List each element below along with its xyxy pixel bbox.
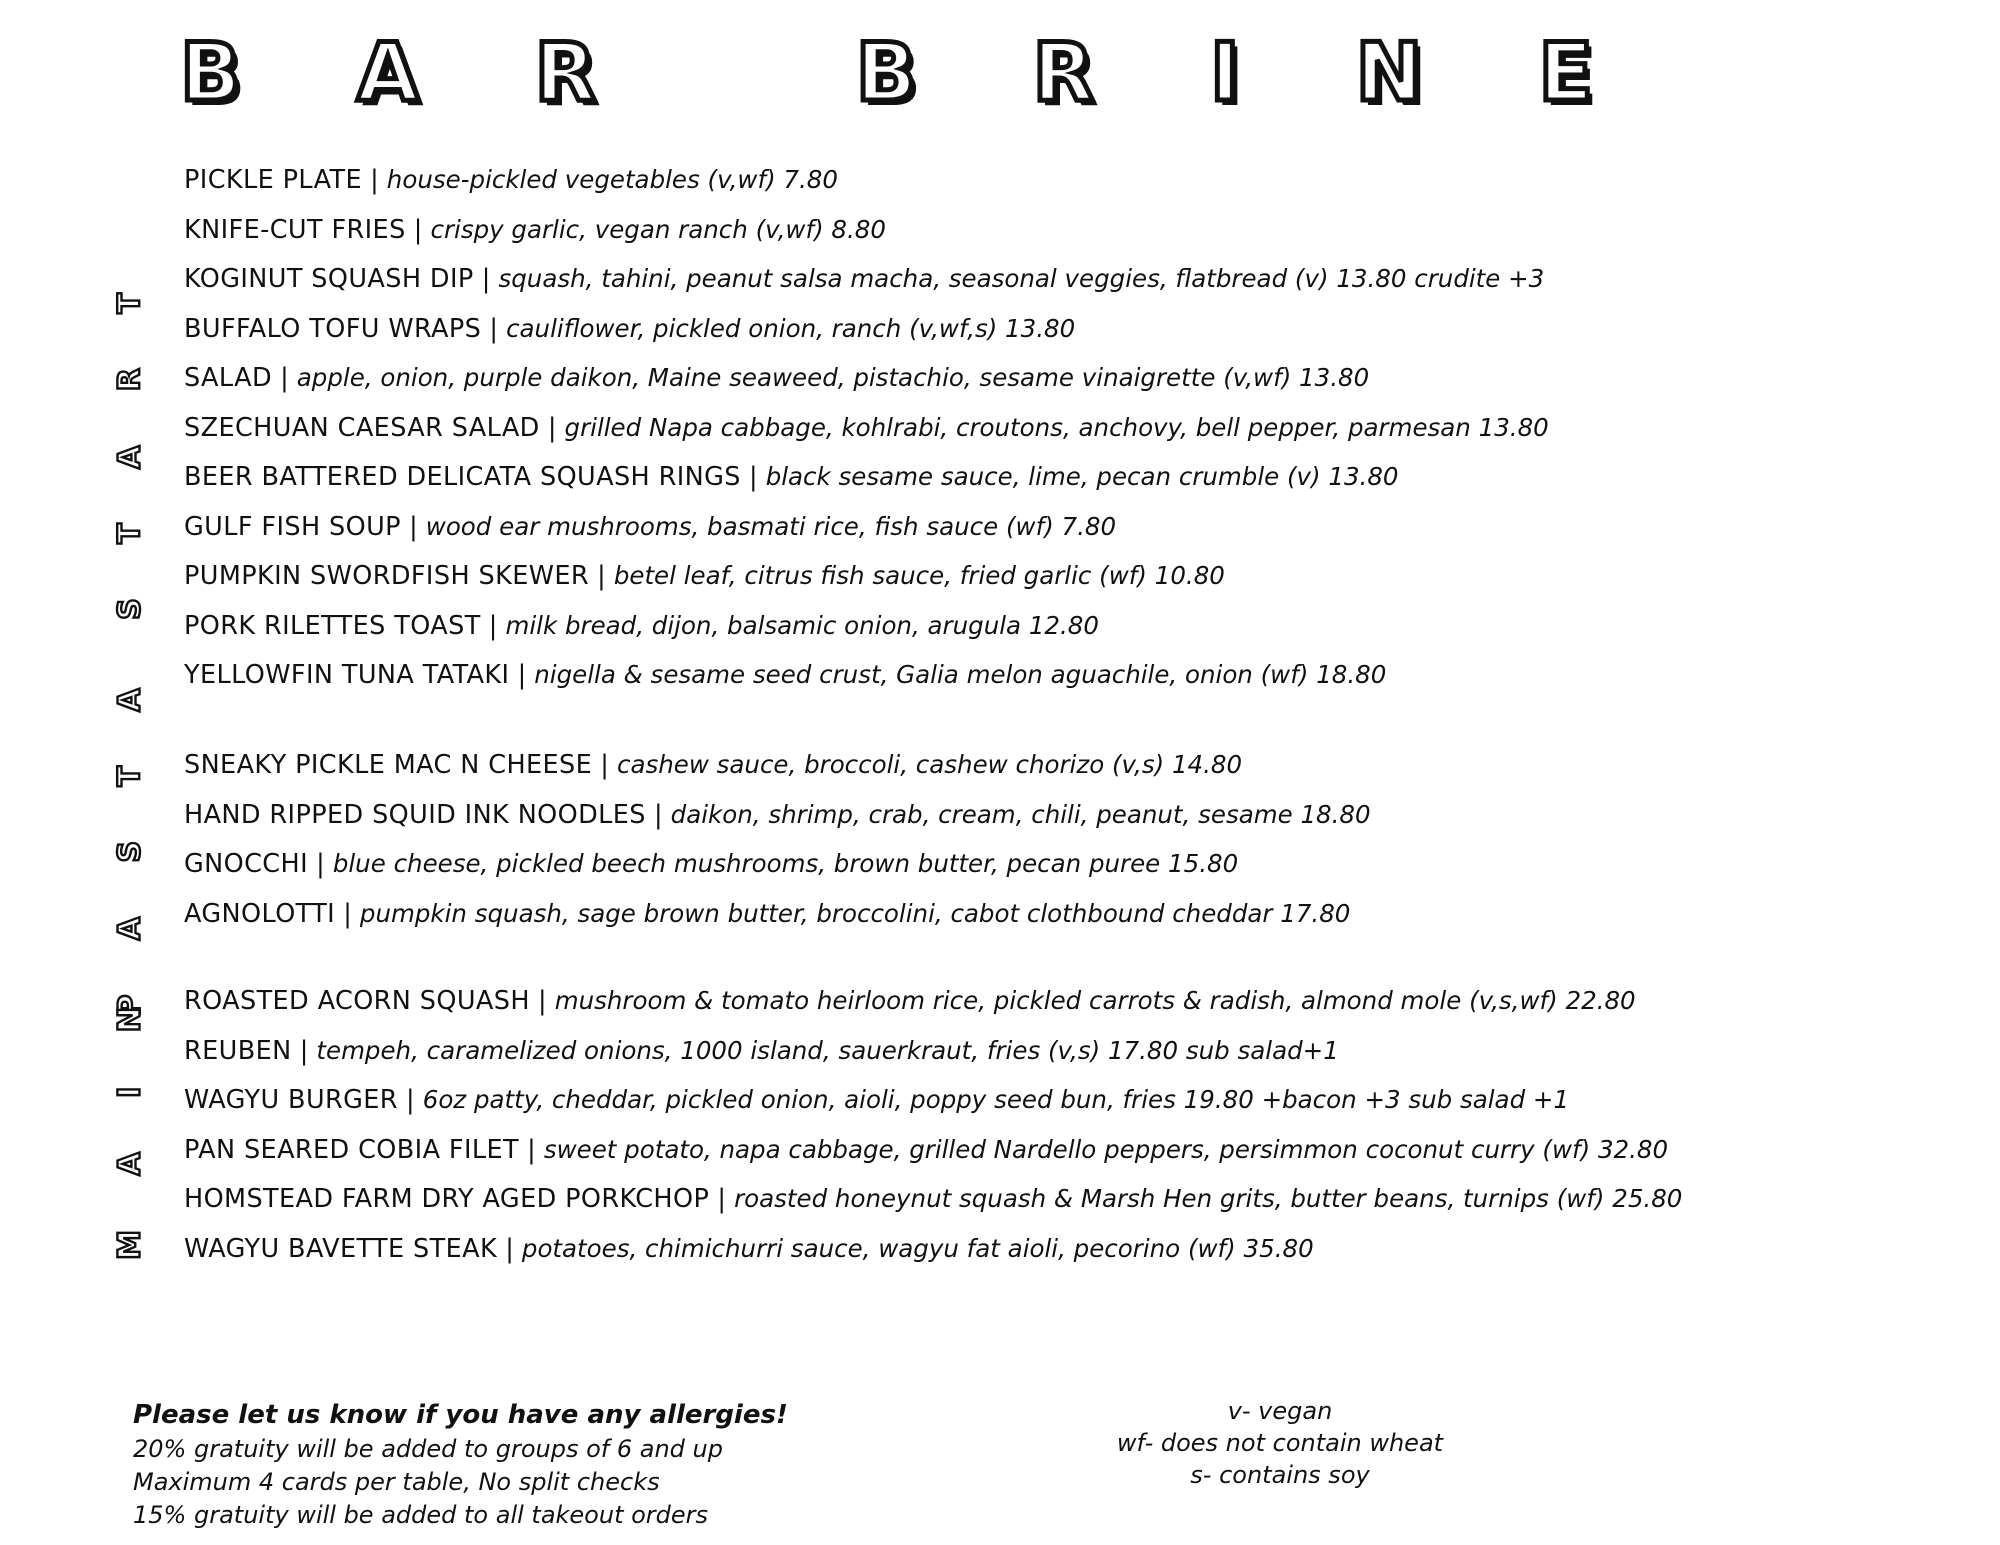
- item-name: BEER BATTERED DELICATA SQUASH RINGS: [184, 462, 741, 492]
- policy-line: 15% gratuity will be added to all takeout orders: [133, 1501, 709, 1529]
- section-label-pasta: P A S T A: [112, 666, 148, 1017]
- item-name: HOMSTEAD FARM DRY AGED PORKCHOP: [184, 1184, 710, 1214]
- menu-item: [184, 502, 1549, 552]
- item-name: AGNOLOTTI: [184, 898, 336, 929]
- item-description: crispy garlic, vegan ranch (v,wf) 8.80: [430, 214, 886, 244]
- item-description: 6oz patty, cheddar, pickled onion, aioli, poppy seed bun, fries 19.80 +bacon +3 sub salad +1: [422, 1085, 1570, 1114]
- item-description: nigella & sesame seed crust, Galia melon aguachile, onion (wf) 18.80: [534, 660, 1387, 689]
- footer-notes: [133, 1397, 788, 1532]
- item-description: cashew sauce, broccoli, cashew chorizo (v,s) 14.80: [616, 750, 1243, 779]
- menu-item: [184, 1174, 1682, 1224]
- item-name: WAGYU BAVETTE STEAK: [184, 1233, 498, 1264]
- menu-item: [184, 403, 1549, 453]
- item-description: betel leaf, citrus fish sauce, fried garlic (wf) 10.80: [613, 561, 1225, 590]
- item-description: black sesame sauce, lime, pecan crumble (v) 13.80: [765, 462, 1399, 491]
- legend-soy: s- contains soy: [1190, 1461, 1370, 1489]
- menu-item: [184, 155, 1549, 205]
- item-separator: |: [481, 264, 491, 294]
- item-separator: |: [653, 799, 663, 830]
- item-description: squash, tahini, peanut salsa macha, seasonal veggies, flatbread (v) 13.80 crudite +3: [498, 264, 1545, 293]
- item-name: YELLOWFIN TUNA TATAKI: [184, 660, 510, 690]
- item-name: WAGYU BURGER: [184, 1085, 398, 1115]
- item-name: HAND RIPPED SQUID INK NOODLES: [184, 799, 646, 830]
- item-name: REUBEN: [184, 1035, 292, 1066]
- menu-item: [184, 790, 1371, 840]
- item-description: house-pickled vegetables (v,wf) 7.80: [386, 165, 838, 194]
- item-description: grilled Napa cabbage, kohlrabi, croutons, anchovy, bell pepper, parmesan 13.80: [564, 412, 1549, 442]
- restaurant-title: B A R B R I N E: [180, 26, 1638, 119]
- item-description: sweet potato, napa cabbage, grilled Nardello peppers, persimmon coconut curry (wf) 32.80: [543, 1134, 1669, 1164]
- menu-item: [184, 1075, 1682, 1125]
- item-name: PORK RILETTES TOAST: [184, 610, 481, 641]
- item-description: cauliflower, pickled onion, ranch (v,wf,s) 13.80: [506, 313, 1076, 343]
- item-name: SNEAKY PICKLE MAC N CHEESE: [184, 750, 593, 780]
- menu-item: [184, 551, 1549, 601]
- menu-item: [184, 205, 1549, 255]
- item-name: SALAD: [184, 363, 272, 393]
- item-separator: |: [316, 849, 325, 879]
- item-name: GULF FISH SOUP: [184, 511, 401, 542]
- menu-item: [184, 254, 1549, 304]
- item-name: GNOCCHI: [184, 849, 309, 879]
- item-separator: |: [527, 1134, 536, 1165]
- item-separator: |: [299, 1035, 309, 1066]
- menu-item: [184, 1224, 1682, 1274]
- item-name: PUMPKIN SWORDFISH SKEWER: [184, 561, 589, 591]
- item-name: ROASTED ACORN SQUASH: [184, 986, 530, 1016]
- dietary-legend: [1080, 1395, 1480, 1491]
- legend-vegan: v- vegan: [1227, 1397, 1333, 1425]
- item-separator: |: [370, 165, 379, 195]
- item-separator: |: [488, 610, 498, 641]
- section-label-start: S T A R T: [112, 271, 148, 620]
- item-separator: |: [409, 511, 418, 542]
- item-description: tempeh, caramelized onions, 1000 island, sauerkraut, fries (v,s) 17.80 sub salad+1: [316, 1035, 1339, 1065]
- item-name: KNIFE-CUT FRIES: [184, 214, 406, 245]
- item-description: wood ear mushrooms, basmati rice, fish sauce (wf) 7.80: [425, 511, 1117, 541]
- item-name: BUFFALO TOFU WRAPS: [184, 313, 482, 344]
- item-description: daikon, shrimp, crab, cream, chili, peanut, sesame 18.80: [670, 799, 1371, 829]
- item-separator: |: [717, 1184, 726, 1214]
- item-separator: |: [406, 1085, 415, 1115]
- item-separator: |: [413, 214, 423, 245]
- legend-wheat-free: wf- does not contain wheat: [1116, 1429, 1444, 1457]
- item-name: SZECHUAN CAESAR SALAD: [184, 412, 540, 443]
- menu-item: [184, 304, 1549, 354]
- item-name: PICKLE PLATE: [184, 165, 362, 195]
- menu-item: [184, 889, 1371, 939]
- main-section: [184, 976, 1682, 1273]
- item-name: KOGINUT SQUASH DIP: [184, 264, 474, 294]
- menu-item: [184, 353, 1549, 403]
- item-description: blue cheese, pickled beech mushrooms, brown butter, pecan puree 15.80: [332, 849, 1239, 878]
- item-name: PAN SEARED COBIA FILET: [184, 1134, 520, 1165]
- item-description: milk bread, dijon, balsamic onion, arugula 12.80: [505, 610, 1099, 640]
- menu-item: [184, 740, 1371, 790]
- pasta-section: [184, 740, 1371, 938]
- item-separator: |: [343, 898, 352, 929]
- item-separator: |: [538, 986, 547, 1016]
- menu-item: [184, 1026, 1682, 1076]
- item-description: potatoes, chimichurri sauce, wagyu fat aioli, pecorino (wf) 35.80: [521, 1233, 1314, 1263]
- item-separator: |: [505, 1233, 514, 1264]
- item-description: apple, onion, purple daikon, Maine seaweed, pistachio, sesame vinaigrette (v,wf) 13.80: [296, 363, 1370, 392]
- menu-item: [184, 1125, 1682, 1175]
- menu-item: [184, 976, 1682, 1026]
- menu-item: [184, 452, 1549, 502]
- item-separator: |: [489, 313, 498, 344]
- start-section: [184, 155, 1549, 700]
- item-separator: |: [547, 412, 557, 443]
- allergy-note: Please let us know if you have any allergies!: [133, 1400, 788, 1430]
- menu-item: [184, 839, 1371, 889]
- item-separator: |: [517, 660, 527, 690]
- menu-item: [184, 650, 1549, 700]
- item-separator: |: [597, 561, 606, 591]
- policy-line: Maximum 4 cards per table, No split checks: [133, 1468, 660, 1496]
- policy-line: 20% gratuity will be added to groups of 6 and up: [133, 1435, 723, 1463]
- section-label-main: M A I N: [112, 985, 148, 1260]
- item-description: pumpkin squash, sage brown butter, broccolini, cabot clothbound cheddar 17.80: [359, 898, 1351, 928]
- item-separator: |: [280, 363, 289, 393]
- item-separator: |: [600, 750, 609, 780]
- item-description: mushroom & tomato heirloom rice, pickled carrots & radish, almond mole (v,s,wf) 22.80: [554, 986, 1636, 1015]
- item-separator: |: [748, 462, 758, 492]
- item-description: roasted honeynut squash & Marsh Hen grits, butter beans, turnips (wf) 25.80: [734, 1184, 1683, 1213]
- menu-item: [184, 601, 1549, 651]
